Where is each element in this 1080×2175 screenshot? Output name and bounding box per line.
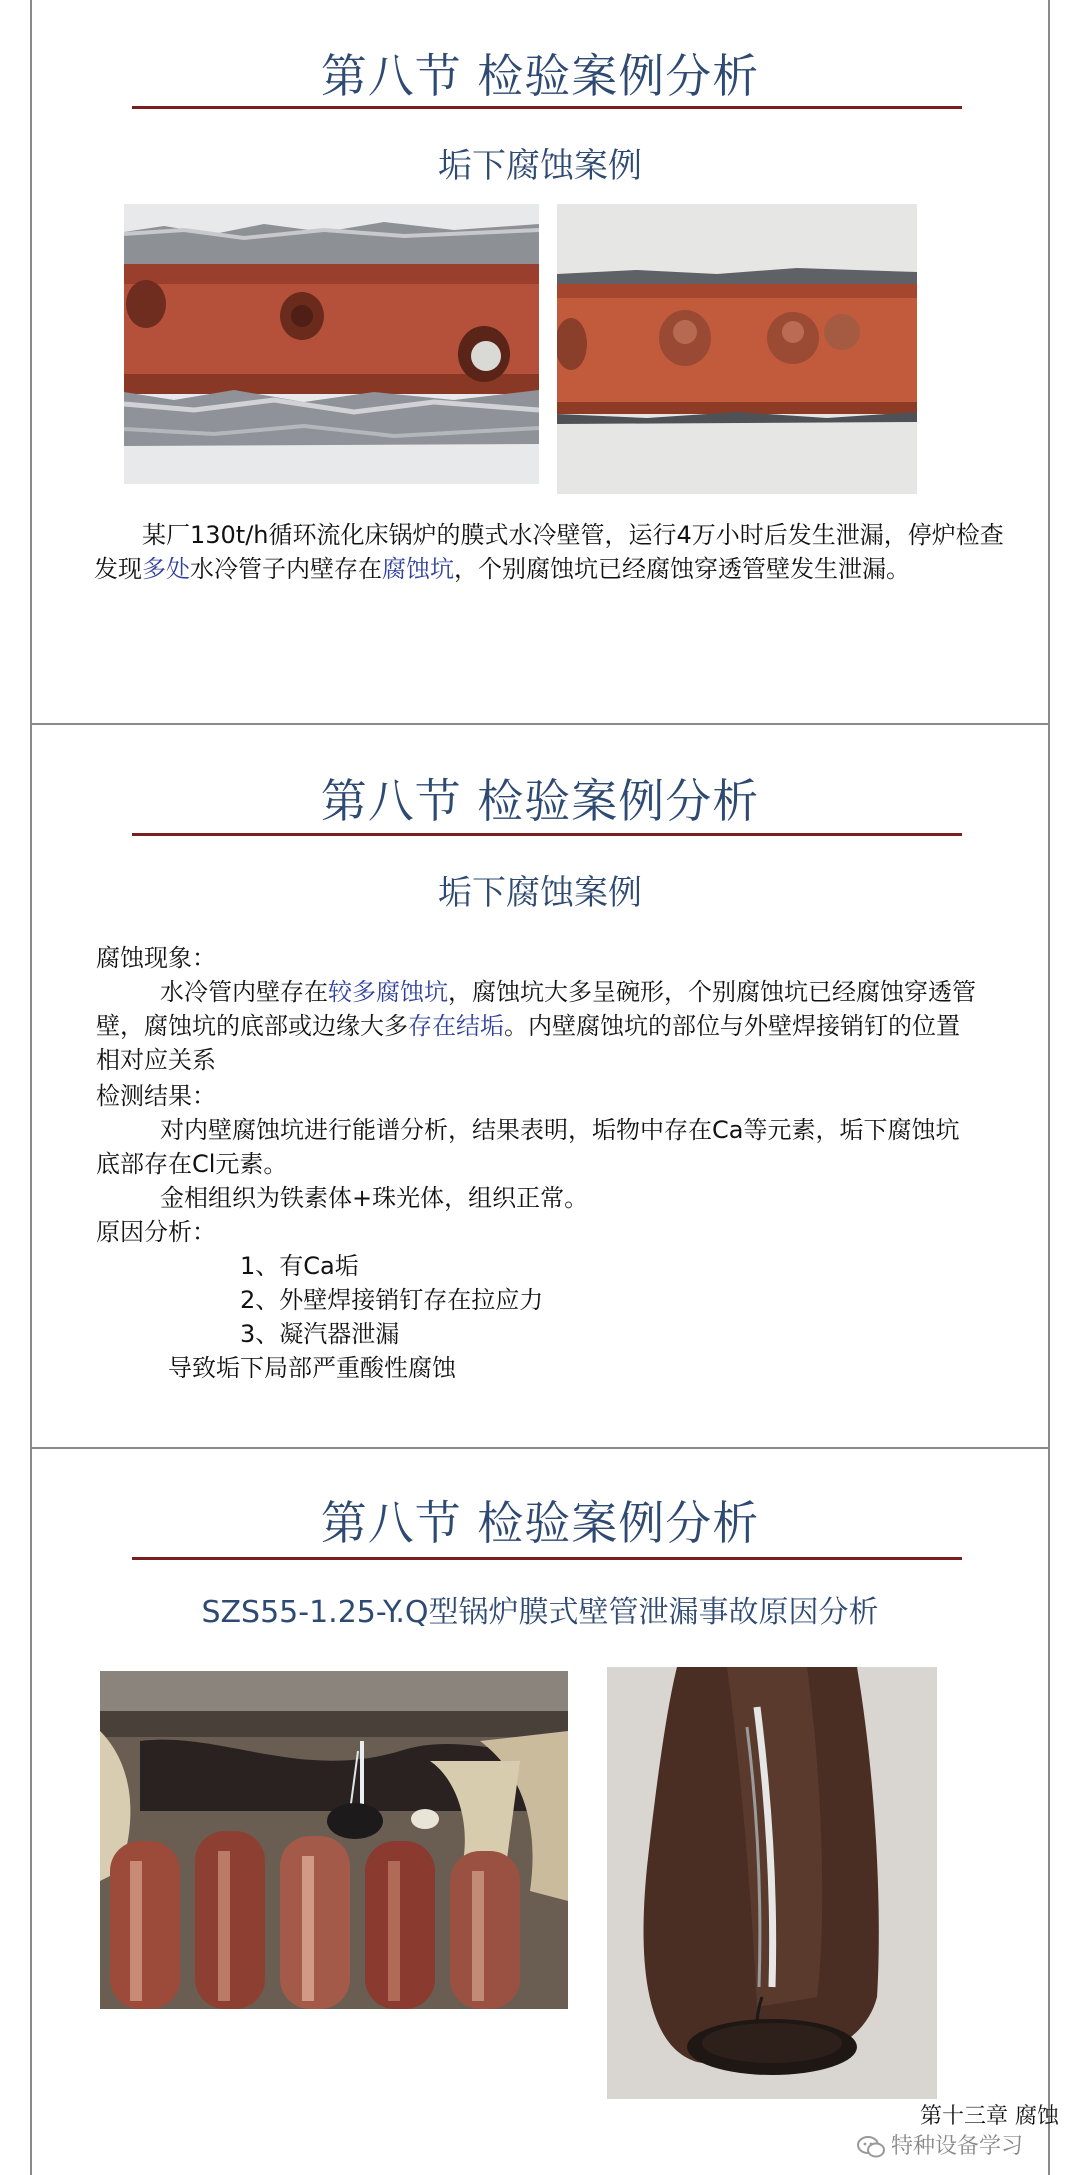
chapter-footer: 第十三章 腐蚀 [920, 2104, 1059, 2129]
results-label: 检测结果： [96, 1082, 216, 1110]
cause-item-1: 1、有Ca垢 [240, 1252, 359, 1280]
case-text-2: 水冷管子内壁存在 [190, 555, 382, 583]
slide-title: 第八节 检验案例分析 [320, 1496, 760, 1550]
wechat-icon [857, 2136, 885, 2158]
cause-label: 原因分析： [96, 1218, 216, 1246]
corroded-tube-photo-1 [124, 204, 539, 484]
slide-subtitle: SZS55-1.25-Y.Q型锅炉膜式壁管泄漏事故原因分析 [201, 1595, 879, 1630]
result-energy-spectrum: 对内壁腐蚀坑进行能谱分析，结果表明，垢物中存在Ca等元素，垢下腐蚀坑底部存在Cl元素。 [96, 1116, 960, 1178]
title-rule [132, 106, 962, 109]
phenomenon-text-2: ，腐蚀坑大多呈碗形，个别腐蚀坑已经腐蚀穿透管壁，腐蚀坑的底部或边缘大多 [96, 978, 976, 1040]
watermark-text: 特种设备学习 [891, 2134, 1024, 2159]
case-highlight-2: 腐蚀坑 [382, 555, 454, 583]
case-description [94, 518, 1014, 586]
watermark [857, 2129, 1023, 2160]
cause-conclusion: 导致垢下局部严重酸性腐蚀 [168, 1354, 456, 1382]
cracked-tube-photo [607, 1667, 937, 2099]
title-rule [132, 833, 962, 836]
phenomenon-text-1: 水冷管内壁存在 [160, 978, 328, 1006]
slide-2 [30, 723, 1050, 1449]
cause-item-2: 2、外壁焊接销钉存在拉应力 [240, 1286, 544, 1314]
phenomenon-highlight-2: 存在结垢 [408, 1012, 504, 1040]
slide-1 [30, 0, 1050, 725]
title-rule [132, 1557, 962, 1560]
phenomenon-text-3: 。内壁腐蚀坑的部位与外壁焊接销钉的位置相对应关系 [96, 1012, 960, 1074]
slide-subtitle: 垢下腐蚀案例 [438, 873, 642, 913]
slide-title: 第八节 检验案例分析 [320, 774, 760, 828]
phenomenon-text [96, 975, 976, 1077]
boiler-wall-tube-photo [100, 1671, 568, 2009]
case-text-1: 某厂130t/h循环流化床锅炉的膜式水冷壁管，运行4万小时后发生泄漏，停炉检查发现 [94, 521, 1004, 583]
case-highlight-1: 多处 [142, 555, 190, 583]
slide-3 [30, 1447, 1059, 2175]
cause-item-3: 3、凝汽器泄漏 [240, 1320, 400, 1348]
phenomenon-label: 腐蚀现象： [96, 944, 216, 972]
phenomenon-highlight-1: 较多腐蚀坑 [328, 978, 448, 1006]
slide-subtitle: 垢下腐蚀案例 [438, 146, 642, 186]
case-text-3: ，个别腐蚀坑已经腐蚀穿透管壁发生泄漏。 [454, 555, 910, 583]
corroded-tube-photo-2 [557, 204, 917, 494]
slide-title: 第八节 检验案例分析 [320, 49, 760, 103]
result-metallography: 金相组织为铁素体+珠光体，组织正常。 [160, 1184, 589, 1212]
